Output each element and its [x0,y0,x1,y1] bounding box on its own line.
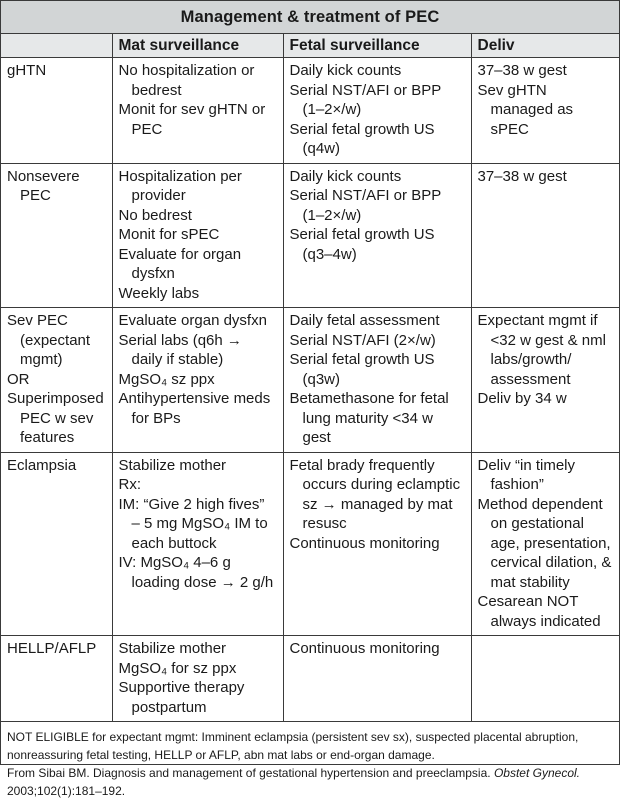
cell-line: IM: “Give 2 high fives” – 5 mg MgSO₄ IM to each buttock [118,495,268,552]
cell-line: Serial fetal growth US (q3–4w) [289,226,435,263]
table-row [1,58,619,164]
cell-line: Serial NST/AFI (2×/w) [289,331,436,349]
deliv-cell [471,452,619,636]
fetal-cell [283,163,471,308]
cell-line: Evaluate organ dysfxn [118,312,267,329]
table-title: Management & treatment of PEC [1,1,619,34]
cell-line: Monit for sPEC [118,226,220,243]
cell-line: Serial fetal growth US (q4w) [289,120,435,157]
row-label: Nonsevere PEC [7,167,80,204]
fetal-cell [283,58,471,164]
cell-line: Serial NST/AFI or BPP (1–2×/w) [289,187,441,224]
fetal-cell [283,308,471,453]
cell-line: Deliv “in timely fashion” [477,456,576,493]
cell-line: Daily kick counts [289,62,402,79]
cell-line: IV: MgSO₄ 4–6 g loading dose → 2 g/h [118,554,274,591]
header-fetal-surveillance: Fetal surveillance [283,34,471,58]
cell-line: 37–38 w gest [477,167,567,185]
cell-line: MgSO₄ sz ppx [118,370,215,388]
cell-line: Betamethasone for fetal lung maturity <34 w gest [289,390,449,446]
row-label-cell [1,636,112,722]
cell-line: Hospitalization per provider [118,167,242,204]
mat-cell [112,452,283,636]
fetal-cell [283,452,471,636]
row-label: Sev PEC (expectant mgmt) [7,312,91,368]
deliv-cell [471,58,619,164]
header-deliv: Deliv [471,34,619,58]
cell-line: No bedrest [118,206,192,224]
deliv-cell [471,636,619,722]
cell-line: Continuous monitoring [289,534,440,552]
cell-line: Stabilize mother [118,640,227,657]
cell-line: Deliv by 34 w [477,390,567,407]
citation-text: From Sibai BM. Diagnosis and management of gestational hypertension and preeclampsia. [7,766,491,780]
cell-line: Fetal brady frequently occurs during eclamptic sz → managed by mat resusc [289,456,461,532]
row-label-cell [1,163,112,308]
cell-line: Stabilize mother [118,456,227,474]
cell-line: Method dependent on gestational age, presentation, cervical dilation, & mat stability [477,495,612,591]
cell-line: 37–38 w gest [477,62,567,79]
row-label-cell [1,308,112,453]
header-condition [1,34,112,58]
mat-cell [112,308,283,453]
cell-line: Expectant mgmt if <32 w gest & nml labs/growth/ assessment [477,312,606,388]
fetal-cell [283,636,471,722]
cell-line: MgSO₄ for sz ppx [118,659,237,677]
cell-line: Antihypertensive meds for BPs [118,390,271,427]
row-label: HELLP/AFLP [7,640,97,657]
cell-line: Serial fetal growth US (q3w) [289,351,435,388]
row-label-cell [1,58,112,164]
cell-line: Rx: [118,476,141,493]
deliv-cell [471,308,619,453]
row-label: Superimposed PEC w sev features [7,390,104,446]
citation-journal: Obstet Gynecol. [493,766,580,780]
cell-line: Weekly labs [118,284,200,302]
cell-line: Supportive therapy postpartum [118,679,245,716]
mat-cell [112,58,283,164]
mat-cell [112,163,283,308]
deliv-cell [471,163,619,308]
cell-line: Serial NST/AFI or BPP (1–2×/w) [289,81,441,118]
row-label: gHTN [7,62,47,79]
row-label: OR [7,370,30,388]
table-row [1,452,619,636]
table-row [1,636,619,722]
management-table [1,34,619,722]
cell-line: Serial labs (q6h → daily if stable) [118,331,242,368]
row-label: Eclampsia [7,456,77,474]
cell-line: Evaluate for organ dysfxn [118,245,242,282]
cell-line: Cesarean NOT always indicated [477,593,601,630]
cell-line: Continuous monitoring [289,640,440,657]
mat-cell [112,636,283,722]
cell-line: Sev gHTN managed as sPEC [477,81,574,138]
cell-line: Daily fetal assessment [289,312,440,329]
eligibility-note: NOT ELIGIBLE for expectant mgmt: Imminent eclampsia (persistent sev sx), suspected placental abruption, nonreassuring fetal testing, HELLP or AFLP, abn mat labs or end-organ damage. [7,730,579,762]
table-row [1,163,619,308]
header-mat-surveillance: Mat surveillance [112,34,283,58]
header-row [1,34,619,58]
cell-line: No hospitalization or bedrest [118,62,255,99]
cell-line: Daily kick counts [289,167,402,185]
citation-volume: 2003;102(1):181–192. [7,784,126,798]
table-row [1,308,619,453]
cell-line: Monit for sev gHTN or PEC [118,101,266,138]
row-label-cell [1,452,112,636]
source-citation [7,764,613,800]
footnote [1,722,619,800]
